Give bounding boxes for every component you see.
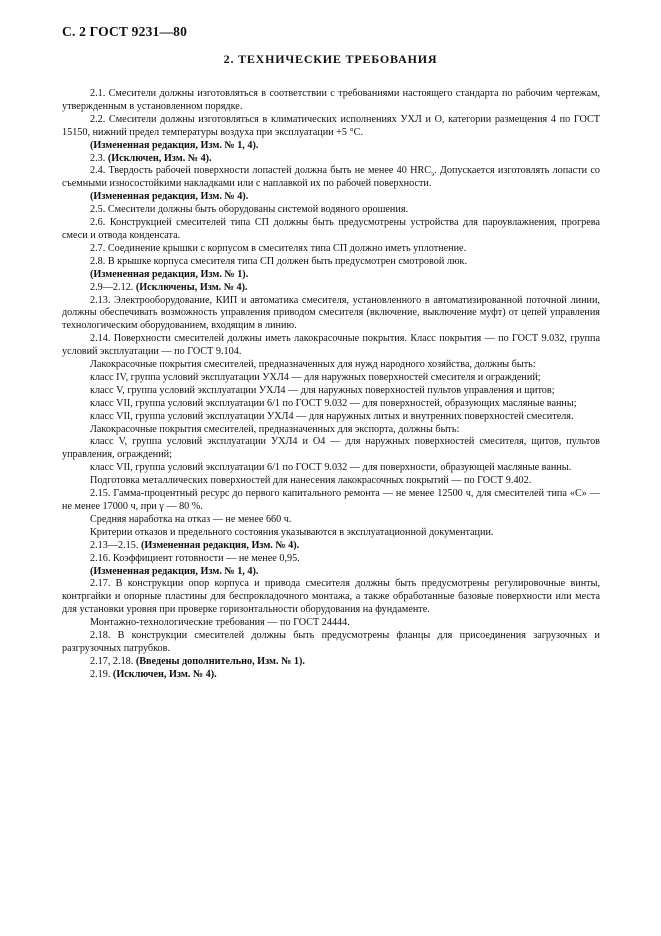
hardness-subscript: э: [431, 170, 435, 179]
paragraph-2-3: [62, 153, 600, 166]
paragraph-2-2: 2.2. Смесители должны изготовляться в климатических исполнениях УХЛ и О, категории размещения 4 по ГОСТ 15150, нижний предел температуры воздуха при эксплуатации +5 °С.: [62, 113, 600, 138]
paragraph-2-18: 2.18. В конструкции смесителей должны быть предусмотрены фланцы для присоединения загрузочных и разгрузочных патрубков.: [62, 630, 600, 654]
amendment-note: (Измененная редакция, Изм. № 1, 4).: [90, 565, 259, 577]
clause-number: 2.19.: [90, 668, 111, 680]
clause-number: 2.13—2.15.: [90, 539, 139, 551]
coating-class-item: класс VII, группа условий эксплуатации УХЛ4 — для наружных литых и внутренних поверхностей смесителя.: [90, 410, 574, 422]
coating-class-item: класс VII, группа условий эксплуатации 6/1 по ГОСТ 9.032 — для поверхностей, образующих масляные ванны;: [90, 397, 577, 409]
amendment-note: (Исключен, Изм. № 4).: [107, 152, 212, 164]
paragraph-failure-criteria: Критерии отказов и предельного состояния указываются в эксплуатационной документации.: [90, 526, 494, 538]
clause-number: 2.3.: [90, 152, 106, 164]
coating-class-item: класс V, группа условий эксплуатации УХЛ4 — для наружных поверхностей пультов управления и щитов;: [90, 384, 555, 396]
clause-number: 2.17, 2.18.: [90, 655, 134, 667]
paragraph-2-7: 2.7. Соединение крышки с корпусом в смесителях типа СП должно иметь уплотнение.: [90, 242, 467, 254]
paragraph-coatings-domestic: Лакокрасочные покрытия смесителей, предназначенных для нужд народного хозяйства, должны быть:: [90, 359, 536, 371]
section-title: 2. ТЕХНИЧЕСКИЕ ТРЕБОВАНИЯ: [223, 52, 438, 66]
amendment-note: (Исключен, Изм. № 4).: [112, 668, 217, 680]
paragraph-2-9-2-12: [62, 282, 600, 295]
paragraph-2-1: 2.1. Смесители должны изготовляться в соответствии с требованиями настоящего стандарта по рабочим чертежам, утвержденным в установленном порядке.: [62, 88, 600, 112]
paragraph-2-17-2-18: [62, 656, 600, 669]
paragraph-2-6: 2.6. Конструкцией смесителей типа СП должны быть предусмотрены устройства для пароувлажнения, прогрева смеси и отвода конденсата.: [62, 217, 600, 241]
amendment-note: (Введены дополнительно, Изм. № 1).: [135, 655, 305, 667]
paragraph-2-17: 2.17. В конструкции опор корпуса и привода смесителя должны быть предусмотрены регулировочные винты, контргайки и опорные пластины для беспрокладочного монтажа, а также обработанные базовые поверхности или места для установки уровня при проверке горизонтальности оборудования на фундаменте.: [62, 578, 600, 616]
amendment-note: (Измененная редакция, Изм. № 4).: [90, 191, 249, 203]
paragraph-2-16: 2.16. Коэффициент готовности — не менее 0,95.: [90, 552, 300, 564]
paragraph-surface-prep: Подготовка металлических поверхностей для нанесения лакокрасочных покрытий — по ГОСТ 9.402.: [90, 475, 532, 487]
paragraph-2-15: 2.15. Гамма-процентный ресурс до первого капитального ремонта — не менее 12500 ч, для смесителей типа «С» — не менее 17000 ч, при γ — 80 %.: [62, 488, 600, 512]
clause-number: 2.9—2.12.: [90, 281, 134, 293]
paragraph-2-5: 2.5. Смесители должны быть оборудованы системой водяного орошения.: [90, 204, 409, 216]
amendment-note: (Исключены, Изм. № 4).: [135, 281, 248, 293]
paragraph-2-14: 2.14. Поверхности смесителей должны иметь лакокрасочные покрытия. Класс покрытия — по ГОСТ 9.032, группа условий эксплуатации — по ГОСТ 9.104.: [62, 333, 600, 358]
coating-class-item: класс VII, группа условий эксплуатации 6/1 по ГОСТ 9.032 — для поверхности, образующей масляные ванны.: [90, 462, 572, 474]
amendment-note: (Измененная редакция, Изм. № 1, 4).: [90, 139, 259, 151]
paragraph-mtbf: Средняя наработка на отказ — не менее 660 ч.: [90, 513, 292, 525]
document-body: [62, 88, 600, 682]
paragraph-2-19: [62, 669, 600, 682]
amendment-note: (Измененная редакция, Изм. № 1).: [90, 268, 249, 280]
paragraph-2-13: 2.13. Электрооборудование, КИП и автоматика смесителя, установленного в автоматизированной поточной линии, должны обеспечивать возможность управления приводом смесителя (включение, выключение муфт) от цепей управления технологическим оборудованием, входящим в линию.: [62, 294, 600, 332]
paragraph-coatings-export: Лакокрасочные покрытия смесителей, предназначенных для экспорта, должны быть:: [90, 423, 460, 435]
page-header: С. 2 ГОСТ 9231—80: [62, 24, 188, 39]
paragraph-installation: Монтажно-технологические требования — по ГОСТ 24444.: [90, 617, 350, 629]
coating-class-item: класс IV, группа условий эксплуатации УХЛ4 — для наружных поверхностей смесителя и ограждений;: [90, 371, 541, 383]
paragraph-2-4: 2.4. Твердость рабочей поверхности лопастей должна быть не менее 40 $HRC_э$. Допускается изготовлять лопасти со съемными износостойкими накладками или с наплавкой их по рабочей поверхности.: [62, 165, 600, 190]
paragraph-2-13-2-15: [62, 540, 600, 553]
paragraph-2-8: 2.8. В крышке корпуса смесителя типа СП должен быть предусмотрен смотровой люк.: [90, 255, 468, 267]
amendment-note: (Измененная редакция, Изм. № 4).: [140, 539, 300, 551]
coating-class-item: класс V, группа условий эксплуатации УХЛ4 и О4 — для наружных поверхностей смесителя, щитов, пультов управления, ограждений;: [62, 436, 600, 461]
